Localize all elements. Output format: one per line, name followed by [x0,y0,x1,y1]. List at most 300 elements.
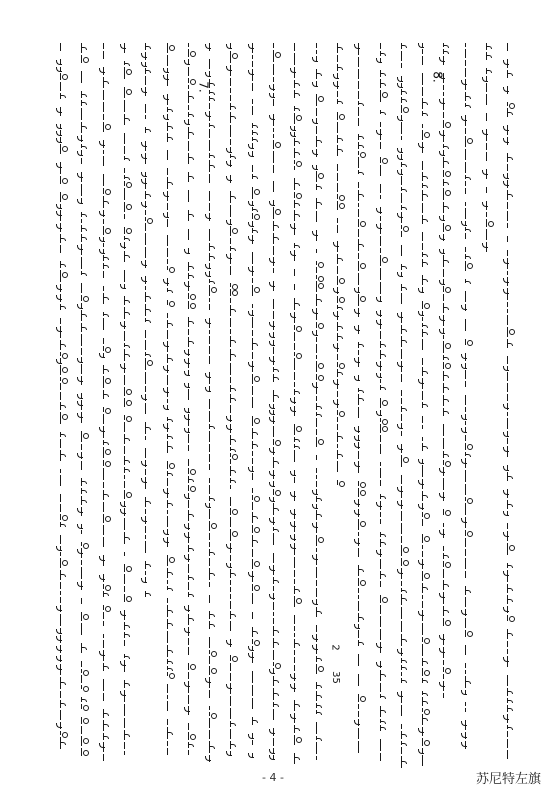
script-glyph [273,517,281,525]
script-glyph [60,223,68,232]
script-glyph [103,407,111,412]
script-glyph [209,464,217,470]
script-glyph [401,169,409,174]
script-glyph [124,375,132,385]
script-glyph [337,173,345,181]
script-glyph [81,71,89,83]
script-glyph [167,471,175,476]
script-glyph [465,188,473,194]
script-glyph [252,584,260,591]
script-glyph [337,379,345,389]
script-glyph [507,543,515,555]
script-glyph [316,736,324,740]
script-glyph [465,609,473,616]
script-glyph [60,284,68,292]
script-glyph [358,69,366,79]
script-glyph [422,402,430,408]
script-glyph [294,557,302,568]
script-glyph [443,408,451,416]
script-glyph [401,678,409,683]
script-glyph [358,273,366,285]
script-glyph [252,151,260,157]
script-glyph [60,162,68,174]
script-glyph [145,352,153,356]
script-glyph [252,698,260,709]
script-glyph [273,626,281,636]
script-glyph [358,57,366,67]
script-glyph [380,373,388,377]
script-glyph [209,174,217,183]
script-glyph [124,87,132,98]
script-glyph [358,538,366,546]
script-glyph [230,289,238,296]
script-glyph [443,341,451,353]
script-glyph [294,477,302,483]
script-glyph [124,704,132,716]
script-glyph [422,215,430,224]
script-glyph [507,383,515,392]
script-glyph [167,434,175,439]
script-glyph [60,655,68,662]
script-glyph [103,754,111,761]
script-glyph [230,751,238,755]
script-glyph [103,365,111,374]
script-glyph [358,442,366,449]
script-glyph [337,417,345,422]
script-glyph [316,322,324,328]
script-glyph [188,127,196,139]
text-column [101,42,113,762]
script-glyph [358,728,366,739]
script-glyph [337,461,345,472]
script-glyph [316,607,324,617]
script-glyph [486,113,494,121]
script-glyph [145,330,153,338]
script-glyph [401,272,409,276]
script-glyph [443,223,451,232]
script-glyph [401,76,409,81]
script-glyph [507,584,515,593]
script-glyph [252,733,260,738]
script-glyph [337,91,345,97]
script-glyph [145,52,153,60]
script-glyph [103,219,111,224]
script-glyph [60,522,68,527]
script-glyph [209,111,217,121]
script-glyph [81,122,89,133]
script-glyph [167,619,175,629]
script-glyph [60,204,68,208]
script-glyph [422,301,430,309]
script-glyph [294,397,302,404]
script-glyph [273,565,281,575]
script-glyph [422,658,430,666]
script-glyph [60,318,68,324]
script-glyph [422,252,430,257]
script-glyph [124,622,132,630]
script-glyph [273,668,281,674]
script-glyph [273,340,281,345]
script-glyph [294,639,302,648]
script-glyph [507,438,515,444]
script-glyph [145,286,153,290]
script-glyph [337,254,345,264]
script-glyph [167,191,175,201]
script-glyph [60,392,68,400]
script-glyph [188,500,196,508]
script-glyph [358,107,366,116]
script-glyph [422,559,430,569]
script-glyph [316,656,324,662]
script-glyph [507,366,515,370]
script-glyph [316,634,324,642]
script-glyph [167,107,175,112]
script-glyph [167,605,175,617]
script-glyph [81,697,89,702]
script-glyph [81,357,89,362]
script-glyph [273,207,281,219]
script-glyph [316,50,324,54]
script-glyph [358,519,366,530]
script-glyph [124,114,132,125]
script-glyph [465,261,473,271]
script-glyph [103,338,111,344]
script-glyph [422,697,430,706]
script-glyph [358,142,366,149]
script-glyph [230,160,238,167]
script-glyph [358,640,366,646]
script-glyph [443,467,451,476]
script-glyph [252,627,260,637]
script-glyph [188,672,196,679]
script-glyph [60,722,68,729]
script-glyph [124,242,132,249]
script-glyph [81,212,89,217]
script-glyph [81,507,89,516]
script-glyph [230,611,238,619]
script-glyph [337,135,345,143]
script-glyph [273,281,281,291]
script-glyph [380,549,388,557]
text-column [420,42,432,767]
script-glyph [81,376,89,385]
script-glyph [167,529,175,535]
script-glyph [81,43,89,53]
script-glyph [316,554,324,565]
script-glyph [252,165,260,172]
script-glyph [103,709,111,718]
script-glyph [380,122,388,127]
script-glyph [188,732,196,740]
script-glyph [145,153,153,164]
script-glyph [124,481,132,488]
script-glyph [230,696,238,706]
script-glyph [81,393,89,398]
script-glyph [103,210,111,217]
text-column [143,42,155,604]
script-glyph [337,73,345,79]
script-glyph [465,370,473,379]
script-glyph [316,211,324,222]
script-glyph [273,99,281,106]
script-glyph [124,270,132,282]
script-glyph [465,645,473,655]
script-glyph [81,271,89,275]
script-glyph [337,64,345,71]
script-glyph [380,605,388,614]
script-glyph [209,568,217,580]
script-glyph [465,741,473,749]
script-glyph [145,115,153,119]
script-glyph [465,618,473,628]
script-glyph [60,737,68,749]
text-column [356,42,368,760]
script-glyph [124,640,132,646]
script-glyph [252,207,260,211]
script-glyph [209,356,217,364]
script-glyph [230,139,238,145]
script-glyph [380,248,388,253]
script-glyph [145,403,153,414]
script-glyph [337,183,345,192]
script-glyph [81,91,89,98]
script-glyph [507,725,515,729]
script-glyph [443,328,451,333]
script-glyph [507,394,515,401]
script-glyph [167,500,175,508]
script-glyph [465,254,473,259]
script-glyph [316,710,324,714]
script-glyph [188,91,196,103]
script-glyph [443,234,451,241]
script-glyph [273,246,281,255]
script-glyph [486,52,494,60]
script-glyph [294,269,302,276]
script-glyph [294,437,302,442]
script-glyph [337,343,345,352]
script-glyph [422,512,430,517]
script-glyph [145,477,153,489]
script-glyph [422,714,430,725]
script-glyph [103,634,111,638]
script-glyph [145,62,153,66]
script-glyph [230,363,238,375]
script-glyph [294,53,302,65]
script-glyph [443,255,451,267]
script-glyph [124,227,132,234]
script-glyph [230,601,238,609]
script-glyph [294,735,302,745]
script-glyph [358,481,366,486]
script-glyph [81,431,89,442]
script-glyph [507,606,515,613]
script-glyph [230,226,238,236]
script-glyph [60,469,68,473]
script-glyph [422,748,430,753]
script-glyph [273,151,281,163]
script-glyph [124,467,132,473]
script-glyph [273,593,281,600]
script-glyph [252,252,260,264]
script-glyph [167,43,175,53]
script-glyph [167,203,175,210]
script-glyph [145,210,153,215]
script-glyph [60,475,68,486]
script-glyph [252,458,260,464]
script-glyph [252,361,260,372]
script-glyph [81,524,89,528]
text-column [314,42,326,761]
script-glyph [380,319,388,329]
script-glyph [103,188,111,194]
script-glyph [252,386,260,395]
script-glyph [81,530,89,534]
script-glyph [230,497,238,506]
script-glyph [60,628,68,633]
script-glyph [209,431,217,442]
script-glyph [124,751,132,755]
script-glyph [81,150,89,156]
script-glyph [422,111,430,116]
script-glyph [294,444,302,448]
script-glyph [60,710,68,720]
script-glyph [273,181,281,192]
script-glyph [81,669,89,673]
script-glyph [273,311,281,319]
text-column [228,42,240,756]
text-column [335,42,347,486]
script-glyph [358,239,366,251]
script-glyph [465,702,473,706]
script-glyph [209,454,217,462]
script-glyph [294,424,302,435]
script-glyph [401,648,409,656]
script-glyph [443,286,451,292]
script-glyph [273,64,281,75]
script-glyph [422,519,430,526]
script-glyph [358,219,366,227]
script-glyph [465,395,473,405]
script-glyph [60,43,68,51]
script-glyph [443,249,451,253]
text-column [271,42,283,760]
script-glyph [273,84,281,91]
script-glyph [465,279,473,283]
script-glyph [294,200,302,208]
script-glyph [358,451,366,459]
script-glyph [507,465,515,470]
script-glyph [401,374,409,382]
script-glyph [81,364,89,374]
script-glyph [422,73,430,85]
script-glyph [124,307,132,319]
script-glyph [337,276,345,285]
script-glyph [294,406,302,416]
script-glyph [209,103,217,109]
script-glyph [124,730,132,740]
script-glyph [443,355,451,360]
script-glyph [188,273,196,279]
script-glyph [465,92,473,101]
inline-number-2: 2 [329,644,341,651]
script-glyph [294,178,302,190]
script-glyph [422,583,430,593]
script-glyph [358,674,366,686]
script-glyph [145,372,153,384]
script-glyph [507,688,515,696]
script-glyph [103,102,111,112]
text-column [79,42,91,757]
script-glyph [81,144,89,148]
script-glyph [358,407,366,418]
script-glyph [124,532,132,544]
script-glyph [337,266,345,274]
script-glyph [401,691,409,703]
script-glyph [380,559,388,569]
script-glyph [465,353,473,361]
script-glyph [188,383,196,387]
script-glyph [188,190,196,202]
script-glyph [103,243,111,247]
script-glyph [273,709,281,720]
script-glyph [188,647,196,655]
script-glyph [422,124,430,128]
script-glyph [209,755,217,762]
script-glyph [380,58,388,62]
script-glyph [273,416,281,424]
script-glyph [81,643,89,653]
script-glyph [209,191,217,201]
script-glyph [103,226,111,235]
script-glyph [252,685,260,696]
script-glyph [60,261,68,268]
script-glyph [380,670,388,681]
watermark-text: 苏尼特左旗 [475,772,541,787]
script-glyph [422,571,430,581]
script-glyph [401,83,409,87]
script-glyph [167,55,175,66]
script-glyph [188,695,196,704]
script-glyph [358,134,366,140]
script-glyph [294,160,302,164]
script-glyph [124,475,132,479]
script-glyph [465,115,473,126]
script-glyph [167,719,175,725]
script-glyph [209,263,217,269]
script-glyph [337,43,345,53]
script-glyph [465,304,473,311]
script-glyph [337,354,345,360]
script-glyph [443,120,451,128]
script-glyph [252,174,260,179]
script-glyph [465,247,473,252]
script-glyph [273,257,281,266]
script-glyph [273,367,281,372]
script-glyph [294,243,302,248]
script-glyph [252,374,260,384]
script-glyph [358,601,366,611]
script-glyph [273,577,281,584]
script-glyph [188,248,196,254]
script-glyph [81,257,89,269]
script-glyph [209,43,217,51]
script-glyph [167,441,175,453]
script-glyph [316,599,324,605]
script-glyph [188,210,196,221]
script-glyph [507,431,515,436]
script-glyph [60,582,68,589]
script-glyph [380,216,388,221]
